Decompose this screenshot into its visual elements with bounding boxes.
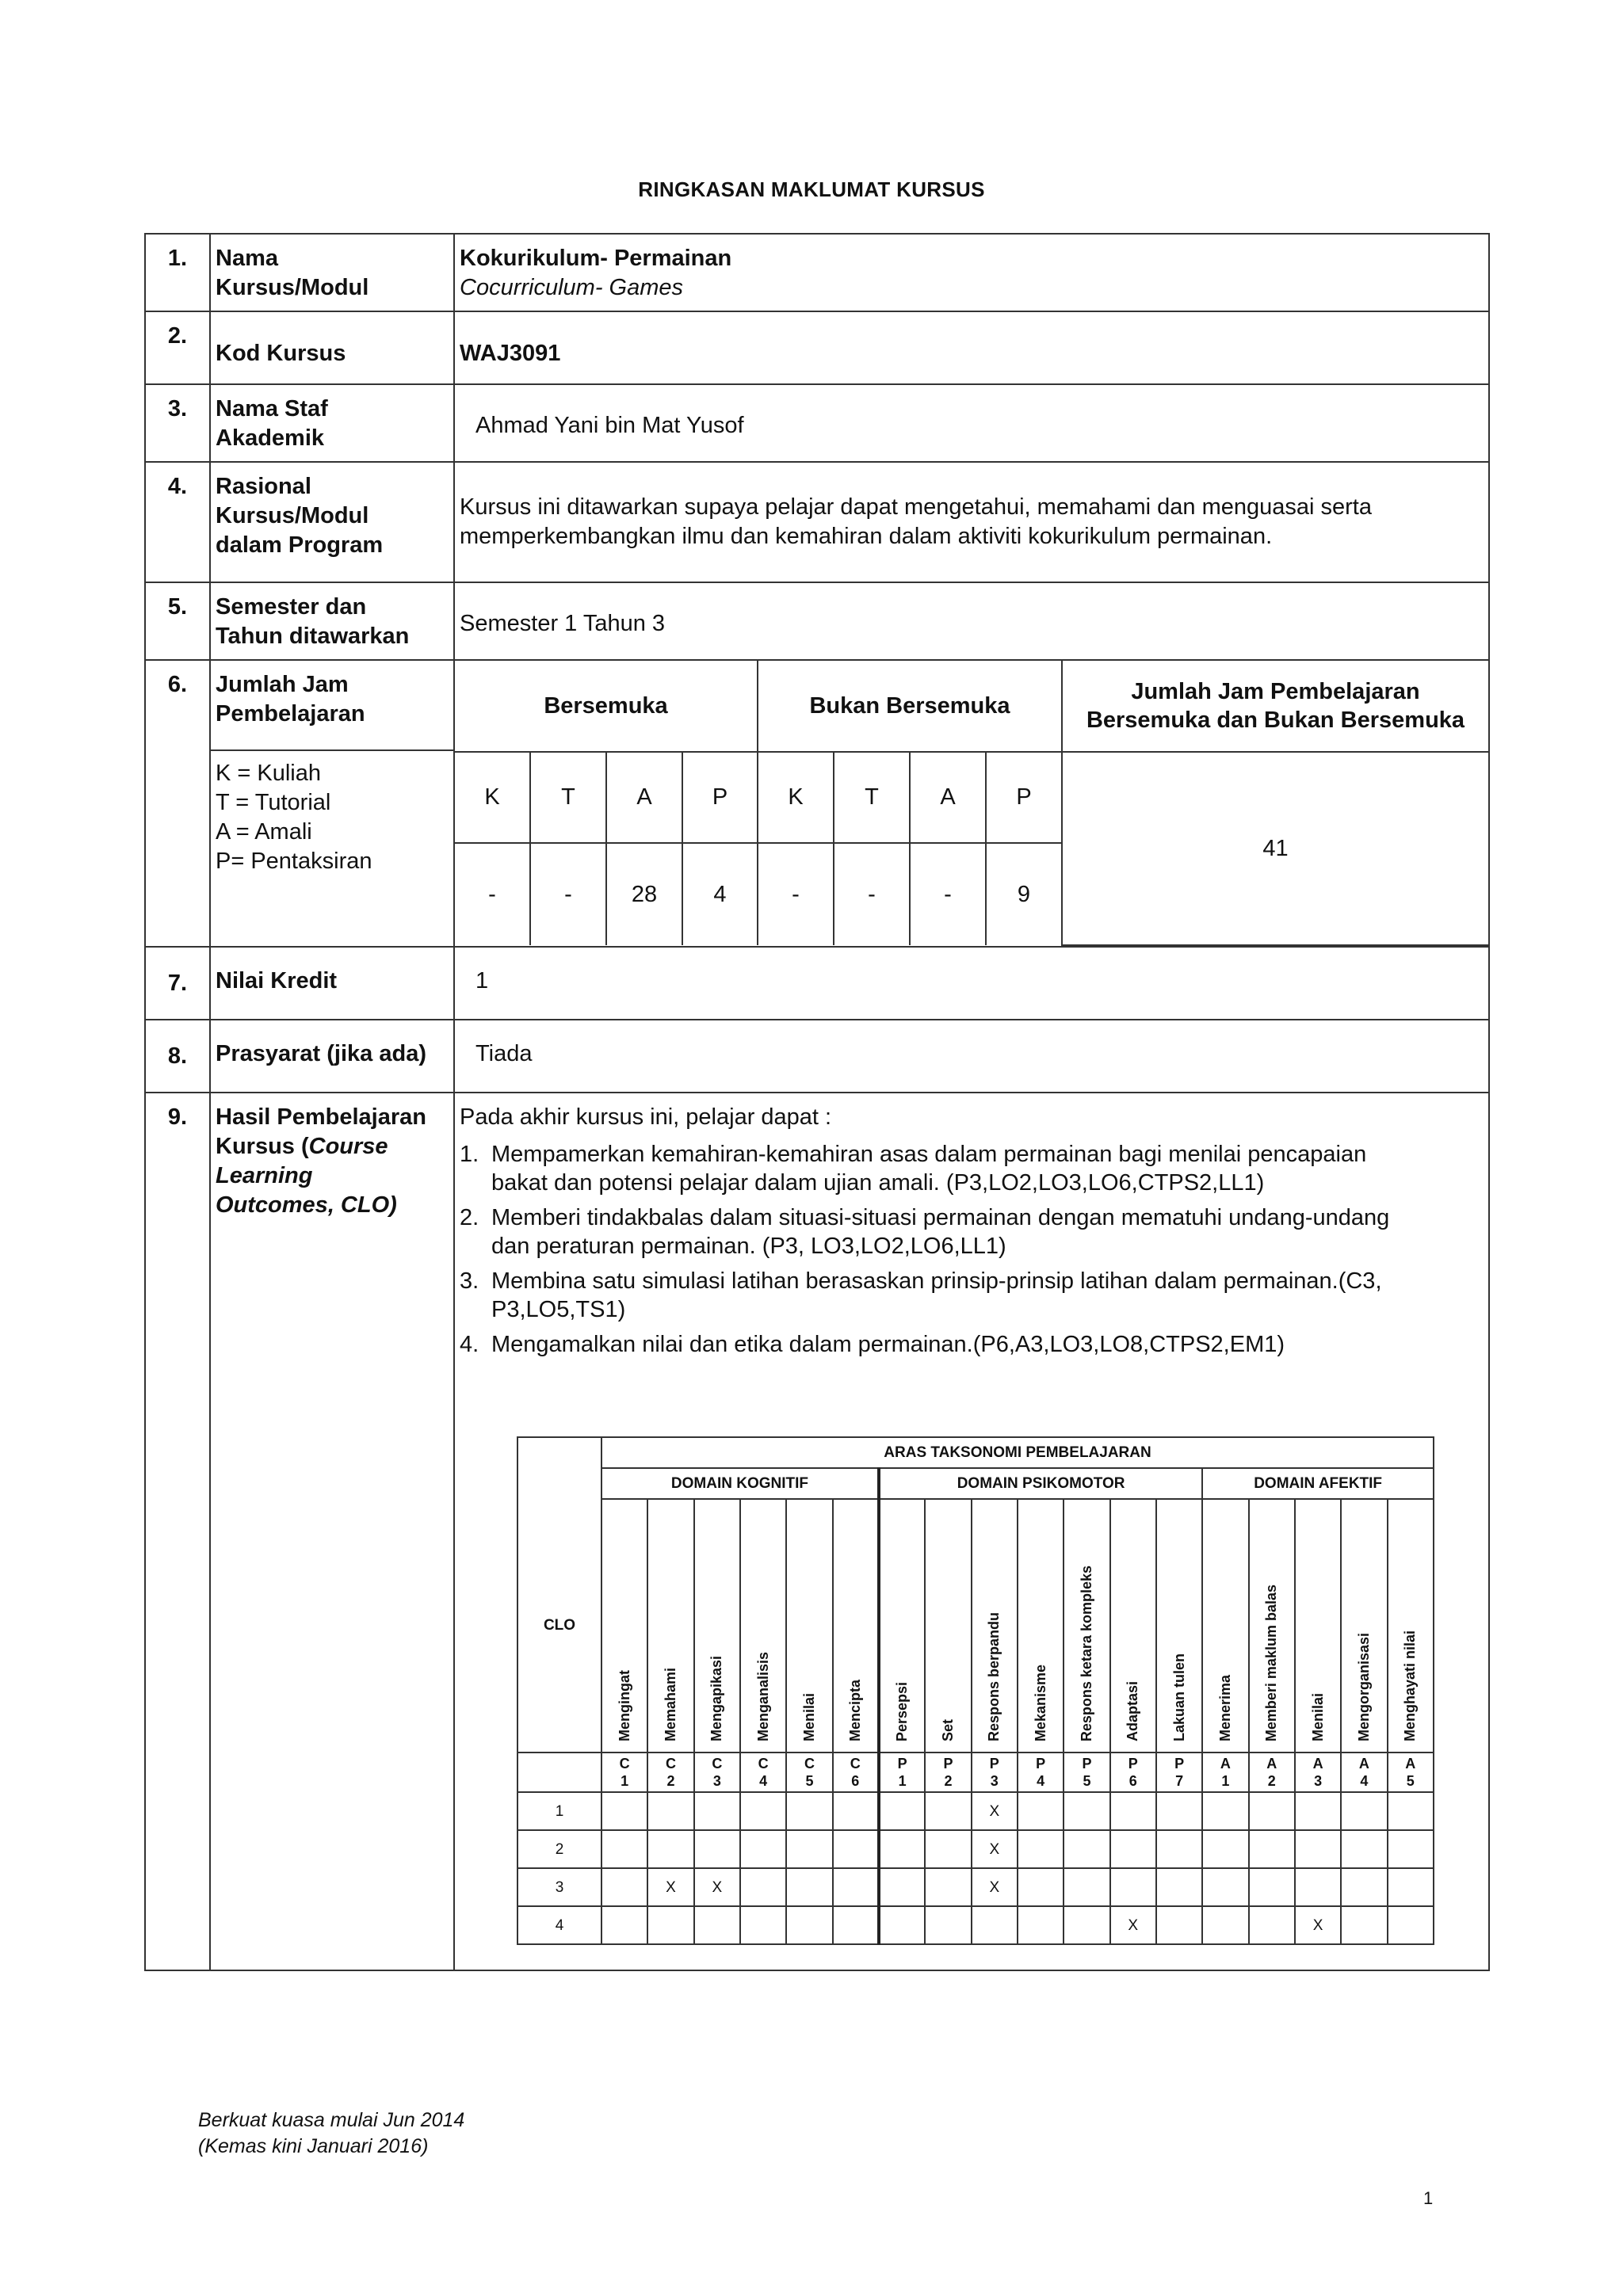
taxonomy-level-label: Set (939, 1718, 956, 1741)
taxonomy-code (1018, 1753, 1064, 1792)
taxonomy-level-label: Adaptasi (1125, 1680, 1141, 1741)
hour-value: - (530, 843, 606, 945)
taxonomy-code (1388, 1753, 1434, 1792)
taxonomy-level-label: Menilai (800, 1692, 817, 1741)
taxonomy-mark: X (972, 1792, 1018, 1830)
label-line: Kursus/Modul (216, 503, 369, 528)
hour-value: - (455, 843, 530, 945)
taxonomy-code (1341, 1753, 1387, 1792)
tax-corner (517, 1468, 601, 1499)
label-line-italic: Course (308, 1134, 388, 1159)
taxonomy-mark (1249, 1868, 1295, 1906)
label-line: Nama Staf (216, 396, 328, 421)
footer-note (198, 2107, 464, 2160)
course-info-table (144, 233, 1490, 1971)
taxonomy-mark: X (647, 1868, 693, 1906)
row-kod-kursus (145, 311, 1489, 384)
taxonomy-level-label: Menerima (1216, 1674, 1233, 1741)
taxonomy-mark (1110, 1868, 1156, 1906)
taxonomy-code (786, 1753, 832, 1792)
taxonomy-mark (1388, 1868, 1434, 1906)
label-line: Rasional (216, 474, 311, 499)
taxonomy-mark: X (694, 1868, 740, 1906)
staff-name: Ahmad Yani bin Mat Yusof (454, 384, 1489, 462)
taxonomy-level (694, 1499, 740, 1753)
row-jumlah-jam (145, 660, 1489, 947)
row-rasional (145, 462, 1489, 582)
taxonomy-level-label: Respons ketara kompleks (1078, 1565, 1094, 1741)
hour-value: 9 (986, 843, 1062, 945)
clo-id: 2 (517, 1830, 601, 1868)
taxonomy-level-label: Mengapikasi (708, 1655, 725, 1741)
row-number: 2. (145, 311, 210, 384)
taxonomy-mark (694, 1792, 740, 1830)
taxonomy-level (601, 1499, 647, 1753)
legend-item: K = Kuliah (216, 761, 322, 786)
taxonomy-mark (1064, 1830, 1109, 1868)
taxonomy-row (517, 1792, 1434, 1830)
taxonomy-level (1018, 1499, 1064, 1753)
taxonomy-mark (972, 1906, 1018, 1944)
taxonomy-mark (1341, 1830, 1387, 1868)
taxonomy-mark: X (1295, 1906, 1341, 1944)
hour-code: P (682, 752, 758, 843)
clo-item (460, 1330, 1484, 1359)
taxonomy-code-number: 1 (898, 1773, 907, 1789)
row-number: 3. (145, 384, 210, 462)
course-code: WAJ3091 (454, 311, 1489, 384)
taxonomy-mark (1249, 1792, 1295, 1830)
taxonomy-mark (647, 1906, 693, 1944)
taxonomy-mark (1202, 1830, 1248, 1868)
taxonomy-code (1202, 1753, 1248, 1792)
row-nama-kursus (145, 234, 1489, 311)
taxonomy-code-letter: C (619, 1756, 630, 1772)
taxonomy-mark (925, 1830, 971, 1868)
taxonomy-mark (1064, 1906, 1109, 1944)
taxonomy-mark (925, 1906, 971, 1944)
semester-value: Semester 1 Tahun 3 (454, 582, 1489, 660)
row-label: Nilai Kredit (210, 947, 454, 1020)
label-line-group (216, 1132, 449, 1161)
hour-value: 28 (606, 843, 682, 945)
taxonomy-code-letter: C (850, 1756, 861, 1772)
clo-intro: Pada akhir kursus ini, pelajar dapat : (460, 1104, 832, 1130)
head-jumlah-line: Bersemuka dan Bukan Bersemuka (1086, 707, 1465, 733)
taxonomy-level-label: Menganalisis (754, 1651, 771, 1741)
taxonomy-code-letter: P (1128, 1756, 1138, 1772)
prerequisite-value: Tiada (454, 1020, 1489, 1093)
taxonomy-mark (925, 1868, 971, 1906)
label-line: dalam Program (216, 532, 384, 558)
taxonomy-level (925, 1499, 971, 1753)
hour-value: - (758, 843, 834, 945)
domain-psikomotor: DOMAIN PSIKOMOTOR (879, 1468, 1202, 1499)
clo-line: Mempamerkan kemahiran-kemahiran asas dalam permainan bagi menilai pencapaian (491, 1142, 1367, 1167)
taxonomy-code (833, 1753, 879, 1792)
taxonomy-code-letter: P (989, 1756, 999, 1772)
taxonomy-mark (879, 1792, 925, 1830)
taxonomy-mark (601, 1868, 647, 1906)
row-semester (145, 582, 1489, 660)
taxonomy-mark (740, 1868, 786, 1906)
row-label (210, 234, 454, 311)
label-line: Kursus ( (216, 1134, 309, 1159)
taxonomy-code-number: 5 (805, 1773, 814, 1789)
hour-code: T (834, 752, 910, 843)
taxonomy-code-number: 6 (851, 1773, 860, 1789)
hour-code: P (986, 752, 1062, 843)
taxonomy-level-label: Mengorganisasi (1355, 1632, 1372, 1741)
hours-cell (454, 660, 1489, 947)
taxonomy-mark (1202, 1868, 1248, 1906)
row-label (210, 1093, 454, 1970)
taxonomy-code-letter: P (1036, 1756, 1046, 1772)
taxonomy-code (1110, 1753, 1156, 1792)
clo-header: CLO (517, 1499, 601, 1753)
label-line: Jumlah Jam (216, 672, 349, 697)
clo-item (460, 1203, 1484, 1261)
head-bukan-bersemuka: Bukan Bersemuka (758, 661, 1062, 752)
row-nama-staf (145, 384, 1489, 462)
clo-cell (454, 1093, 1489, 1970)
taxonomy-mark (1110, 1792, 1156, 1830)
taxonomy-code-letter: A (1220, 1756, 1231, 1772)
clo-id: 4 (517, 1906, 601, 1944)
taxonomy-code (925, 1753, 971, 1792)
row-label (210, 384, 454, 462)
taxonomy-mark (740, 1792, 786, 1830)
taxonomy-code-number: 3 (990, 1773, 999, 1789)
taxonomy-level (833, 1499, 879, 1753)
row-label (210, 660, 454, 947)
total-hours: 41 (1062, 752, 1488, 945)
taxonomy-row (517, 1830, 1434, 1868)
row-number: 8. (145, 1020, 210, 1093)
taxonomy-code-number: 1 (621, 1773, 629, 1789)
taxonomy-level-label: Mekanisme (1032, 1664, 1048, 1741)
taxonomy-code-number: 2 (944, 1773, 953, 1789)
taxonomy-code-letter: C (804, 1756, 815, 1772)
label-line: Nama (216, 246, 278, 271)
taxonomy-mark (1295, 1830, 1341, 1868)
tax-corner (517, 1437, 601, 1468)
taxonomy-code (1064, 1753, 1109, 1792)
taxonomy-code-number: 4 (1360, 1773, 1369, 1789)
clo-line: Memberi tindakbalas dalam situasi-situasi permainan dengan mematuhi undang-undang (491, 1205, 1390, 1230)
row-number: 1. (145, 234, 210, 311)
taxonomy-mark (740, 1906, 786, 1944)
taxonomy-mark (786, 1868, 832, 1906)
taxonomy-mark (1388, 1792, 1434, 1830)
taxonomy-mark (1295, 1868, 1341, 1906)
taxonomy-level (1202, 1499, 1248, 1753)
hour-code: T (530, 752, 606, 843)
row-label: Kod Kursus (210, 311, 454, 384)
domain-afektif: DOMAIN AFEKTIF (1202, 1468, 1434, 1499)
row-number: 9. (145, 1093, 210, 1970)
hour-value: - (834, 843, 910, 945)
taxonomy-code-letter: P (897, 1756, 907, 1772)
taxonomy-level (1295, 1499, 1341, 1753)
course-name-ms: Kokurikulum- Permainan (460, 246, 732, 271)
taxonomy-code-number: 7 (1175, 1773, 1184, 1789)
hours-label (211, 661, 453, 751)
label-line: Learning (216, 1163, 313, 1188)
clo-line: P3,LO5,TS1) (491, 1297, 626, 1322)
taxonomy-code-letter: P (1082, 1756, 1092, 1772)
label-line: Outcomes, CLO) (216, 1192, 397, 1218)
taxonomy-level-label: Menghayati nilai (1402, 1630, 1419, 1741)
taxonomy-code-letter: A (1358, 1756, 1369, 1772)
taxonomy-code (601, 1753, 647, 1792)
taxonomy-mark (1110, 1830, 1156, 1868)
taxonomy-code-number: 3 (1314, 1773, 1323, 1789)
taxonomy-level-label: Persepsi (894, 1681, 911, 1741)
taxonomy-mark (833, 1906, 879, 1944)
taxonomy-mark (786, 1906, 832, 1944)
page-number: 1 (1423, 2188, 1434, 2208)
taxonomy-mark (694, 1830, 740, 1868)
row-hasil-pembelajaran (145, 1093, 1489, 1970)
taxonomy-code-letter: A (1405, 1756, 1416, 1772)
taxonomy-mark (879, 1830, 925, 1868)
head-jumlah (1062, 661, 1488, 752)
taxonomy-code (647, 1753, 693, 1792)
credit-value: 1 (454, 947, 1489, 1020)
taxonomy-mark (879, 1868, 925, 1906)
taxonomy-code (694, 1753, 740, 1792)
head-jumlah-line: Jumlah Jam Pembelajaran (1131, 678, 1420, 704)
taxonomy-mark (1064, 1868, 1109, 1906)
taxonomy-mark (833, 1830, 879, 1868)
taxonomy-mark (1388, 1830, 1434, 1868)
taxonomy-mark (740, 1830, 786, 1868)
row-number: 5. (145, 582, 210, 660)
taxonomy-code (1156, 1753, 1202, 1792)
clo-line: Mengamalkan nilai dan etika dalam permainan.(P6,A3,LO3,LO8,CTPS2,EM1) (491, 1332, 1285, 1357)
row-value (454, 234, 1489, 311)
taxonomy-mark (1202, 1792, 1248, 1830)
page-title: RINGKASAN MAKLUMAT KURSUS (638, 177, 985, 201)
taxonomy-level (1156, 1499, 1202, 1753)
taxonomy-mark: X (972, 1830, 1018, 1868)
taxonomy-mark (1295, 1792, 1341, 1830)
taxonomy-code-number: 4 (1037, 1773, 1045, 1789)
hour-value: - (910, 843, 986, 945)
taxonomy-code-number: 2 (666, 1773, 675, 1789)
taxonomy-mark (601, 1830, 647, 1868)
legend-item: T = Tutorial (216, 790, 331, 815)
taxonomy-level-label: Mencipta (846, 1679, 863, 1741)
taxonomy-code (1295, 1753, 1341, 1792)
label-line: Semester dan (216, 594, 367, 620)
taxonomy-mark (786, 1830, 832, 1868)
taxonomy-level (972, 1499, 1018, 1753)
taxonomy-title: ARAS TAKSONOMI PEMBELAJARAN (601, 1437, 1434, 1468)
row-nilai-kredit (145, 947, 1489, 1020)
taxonomy-mark: X (1110, 1906, 1156, 1944)
taxonomy-code-letter: P (943, 1756, 953, 1772)
hour-code: K (455, 752, 530, 843)
taxonomy-mark (601, 1906, 647, 1944)
row-number: 4. (145, 462, 210, 582)
hour-code: A (606, 752, 682, 843)
taxonomy-mark (879, 1906, 925, 1944)
clo-number: 2. (460, 1205, 479, 1230)
taxonomy-mark (1249, 1906, 1295, 1944)
head-bersemuka: Bersemuka (455, 661, 758, 752)
taxonomy-code-letter: P (1174, 1756, 1185, 1772)
clo-number: 4. (460, 1332, 479, 1357)
rationale (454, 462, 1489, 582)
domain-kognitif: DOMAIN KOGNITIF (601, 1468, 879, 1499)
taxonomy-mark (833, 1792, 879, 1830)
taxonomy-mark (833, 1868, 879, 1906)
taxonomy-code-letter: C (758, 1756, 769, 1772)
course-name-en: Cocurriculum- Games (460, 275, 683, 300)
taxonomy-mark (1156, 1906, 1202, 1944)
taxonomy-code (740, 1753, 786, 1792)
taxonomy-mark (601, 1792, 647, 1830)
rationale-line: Kursus ini ditawarkan supaya pelajar dapat mengetahui, memahami dan menguasai serta (460, 494, 1372, 520)
taxonomy-mark (694, 1906, 740, 1944)
taxonomy-level-label: Respons berpandu (986, 1611, 1002, 1741)
taxonomy-code (972, 1753, 1018, 1792)
taxonomy-level-label: Mengingat (616, 1670, 632, 1741)
taxonomy-level (879, 1499, 925, 1753)
taxonomy-mark (1249, 1830, 1295, 1868)
clo-list (460, 1140, 1484, 1359)
clo-item (460, 1267, 1484, 1324)
taxonomy-level (647, 1499, 693, 1753)
clo-line: dan peraturan permainan. (P3, LO3,LO2,LO6,LL1) (491, 1234, 1006, 1259)
taxonomy-level (1110, 1499, 1156, 1753)
taxonomy-level (786, 1499, 832, 1753)
taxonomy-mark (925, 1792, 971, 1830)
taxonomy-code (1249, 1753, 1295, 1792)
taxonomy-level (1249, 1499, 1295, 1753)
taxonomy-mark (1388, 1906, 1434, 1944)
taxonomy-code-letter: A (1266, 1756, 1277, 1772)
taxonomy-mark (1064, 1792, 1109, 1830)
taxonomy-code-letter: A (1312, 1756, 1323, 1772)
taxonomy-level (1388, 1499, 1434, 1753)
label-line: Tahun ditawarkan (216, 624, 410, 649)
footer-line: (Kemas kini Januari 2016) (198, 2135, 429, 2157)
label-line: Pembelajaran (216, 701, 365, 727)
taxonomy-mark (1341, 1792, 1387, 1830)
taxonomy-mark: X (972, 1868, 1018, 1906)
taxonomy-level-label: Lakuan tulen (1170, 1653, 1187, 1741)
taxonomy-level (1341, 1499, 1387, 1753)
legend-item: A = Amali (216, 819, 312, 845)
taxonomy-level-label: Memahami (662, 1667, 678, 1741)
row-label (210, 582, 454, 660)
taxonomy-level (740, 1499, 786, 1753)
taxonomy-code-letter: C (712, 1756, 723, 1772)
clo-item (460, 1140, 1484, 1197)
row-label: Prasyarat (jika ada) (210, 1020, 454, 1093)
taxonomy-level-label: Memberi maklum balas (1263, 1584, 1280, 1741)
tax-code-blank (517, 1753, 601, 1792)
row-prasyarat (145, 1020, 1489, 1093)
row-number: 7. (145, 947, 210, 1020)
taxonomy-mark (1202, 1906, 1248, 1944)
label-line: Hasil Pembelajaran (216, 1104, 426, 1130)
hours-table (455, 661, 1488, 946)
taxonomy-code-number: 6 (1128, 1773, 1137, 1789)
taxonomy-code-number: 5 (1406, 1773, 1415, 1789)
taxonomy-code-number: 3 (712, 1773, 721, 1789)
taxonomy-mark (1156, 1868, 1202, 1906)
taxonomy-table (517, 1436, 1434, 1945)
hour-value: 4 (682, 843, 758, 945)
clo-number: 3. (460, 1268, 479, 1294)
taxonomy-mark (1018, 1868, 1064, 1906)
taxonomy-mark (647, 1830, 693, 1868)
taxonomy-code (879, 1753, 925, 1792)
hour-code: K (758, 752, 834, 843)
taxonomy-code-letter: C (665, 1756, 676, 1772)
label-line: Kursus/Modul (216, 275, 369, 300)
taxonomy-mark (1156, 1792, 1202, 1830)
taxonomy-level-label: Menilai (1309, 1692, 1326, 1741)
taxonomy-row (517, 1906, 1434, 1944)
hour-code: A (910, 752, 986, 843)
taxonomy-mark (1341, 1906, 1387, 1944)
taxonomy-mark (1156, 1830, 1202, 1868)
taxonomy-level (1064, 1499, 1109, 1753)
taxonomy-code-number: 4 (759, 1773, 768, 1789)
taxonomy-mark (1018, 1830, 1064, 1868)
taxonomy-mark (1018, 1792, 1064, 1830)
taxonomy-mark (1341, 1868, 1387, 1906)
clo-id: 1 (517, 1792, 601, 1830)
label-line: Akademik (216, 425, 325, 451)
taxonomy-mark (647, 1792, 693, 1830)
legend-item: P= Pentaksiran (216, 849, 372, 874)
hours-legend (211, 751, 453, 876)
taxonomy-code-number: 2 (1267, 1773, 1276, 1789)
taxonomy-mark (786, 1792, 832, 1830)
taxonomy-code-number: 1 (1221, 1773, 1230, 1789)
clo-line: Membina satu simulasi latihan berasaskan prinsip-prinsip latihan dalam permainan.(C3, (491, 1268, 1382, 1294)
row-number: 6. (145, 660, 210, 947)
clo-line: bakat dan potensi pelajar dalam ujian amali. (P3,LO2,LO3,LO6,CTPS2,LL1) (491, 1170, 1265, 1196)
rationale-line: memperkembangkan ilmu dan kemahiran dalam aktiviti kokurikulum permainan. (460, 524, 1273, 549)
taxonomy-code-number: 5 (1083, 1773, 1091, 1789)
taxonomy-mark (1018, 1906, 1064, 1944)
clo-number: 1. (460, 1142, 479, 1167)
clo-id: 3 (517, 1868, 601, 1906)
footer-line: Berkuat kuasa mulai Jun 2014 (198, 2109, 465, 2131)
row-label (210, 462, 454, 582)
taxonomy-row (517, 1868, 1434, 1906)
